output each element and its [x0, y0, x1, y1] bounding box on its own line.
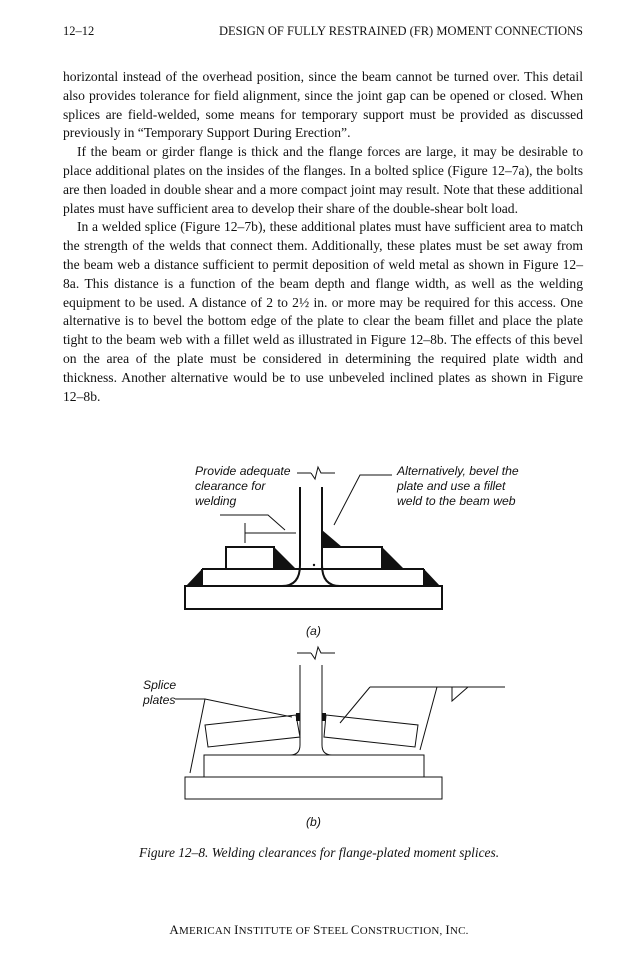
- flange-a: [185, 586, 442, 609]
- welding-clearance-drawing: [0, 455, 638, 845]
- label-bevel-alternative: Alternatively, bevel the plate and use a fillet weld to the beam web: [397, 464, 519, 508]
- web-b: [290, 665, 332, 755]
- running-title: DESIGN OF FULLY RESTRAINED (FR) MOMENT CONNECTIONS: [218, 24, 583, 38]
- subfigure-a-label: (a): [306, 624, 321, 638]
- weld-a-right-flange: [424, 569, 440, 586]
- label-splice-plates: Splice plates: [143, 678, 177, 707]
- page-footer: AMERICAN INSTITUTE OF STEEL CONSTRUCTION, INC.: [169, 922, 469, 937]
- splice-plate-b-left: [205, 715, 300, 747]
- splice-plate-b-right: [324, 715, 418, 747]
- figure-12-8: [0, 455, 638, 845]
- figure-caption: Figure 12–8. Welding clearances for flange-plated moment splices.: [138, 845, 500, 860]
- page-number: 12–12: [63, 24, 95, 38]
- weld-a-right-plate: [382, 547, 404, 569]
- label-provide-clearance: Provide adequate clearance for welding: [195, 464, 291, 508]
- underside-plate-b: [204, 755, 424, 777]
- running-header: [63, 24, 583, 42]
- body-text: [63, 68, 583, 406]
- weld-a-left-plate: [274, 547, 296, 569]
- splice-plate-a-right: [322, 547, 382, 569]
- paragraph-2: If the beam or girder flange is thick and the flange forces are large, it may be desirable to place additional plates on the insides of the flanges. In a bolted splice (Figure 12–7a), the bolts are then loaded in double shear and a more compact joint may result. Note that these additional plates must have sufficient area to develop their share of the double-shear bolt load.: [63, 144, 583, 216]
- splice-plate-a-left: [226, 547, 274, 569]
- flange-b: [185, 777, 442, 799]
- weld-a-right-web: [322, 530, 342, 547]
- weld-a-left-flange: [186, 569, 202, 586]
- subfigure-b-label: (b): [306, 815, 321, 829]
- web-a: [282, 487, 340, 586]
- paragraph-1: horizontal instead of the overhead position, since the beam cannot be turned over. This detail also provides tolerance for field alignment, since the joint gap can be opened or closed. When splices are field-welded, some means for temporary support must be provided as discussed previously in “Temporary Support During Erection”.: [63, 69, 583, 141]
- paragraph-3: In a welded splice (Figure 12–7b), these additional plates must have sufficient area to match the strength of the welds that connect them. Additionally, these plates must be set away from the beam web a distance sufficient to permit deposition of weld metal as shown in Figure 12–8a. This distance is a function of the beam depth and flange width, as well as the welding equipment to be used. A distance of 2 to 2½ in. or more may be required for this access. One alternative is to bevel the bottom edge of the plate to clear the beam fillet and place the plate tight to the beam web with a fillet weld as illustrated in Figure 12–8b. The effects of this bevel on the area of the plate must be considered in determining the required plate width and thickness. Another alternative would be to use unbeveled inclined plates as shown in Figure 12–8b.: [63, 219, 583, 404]
